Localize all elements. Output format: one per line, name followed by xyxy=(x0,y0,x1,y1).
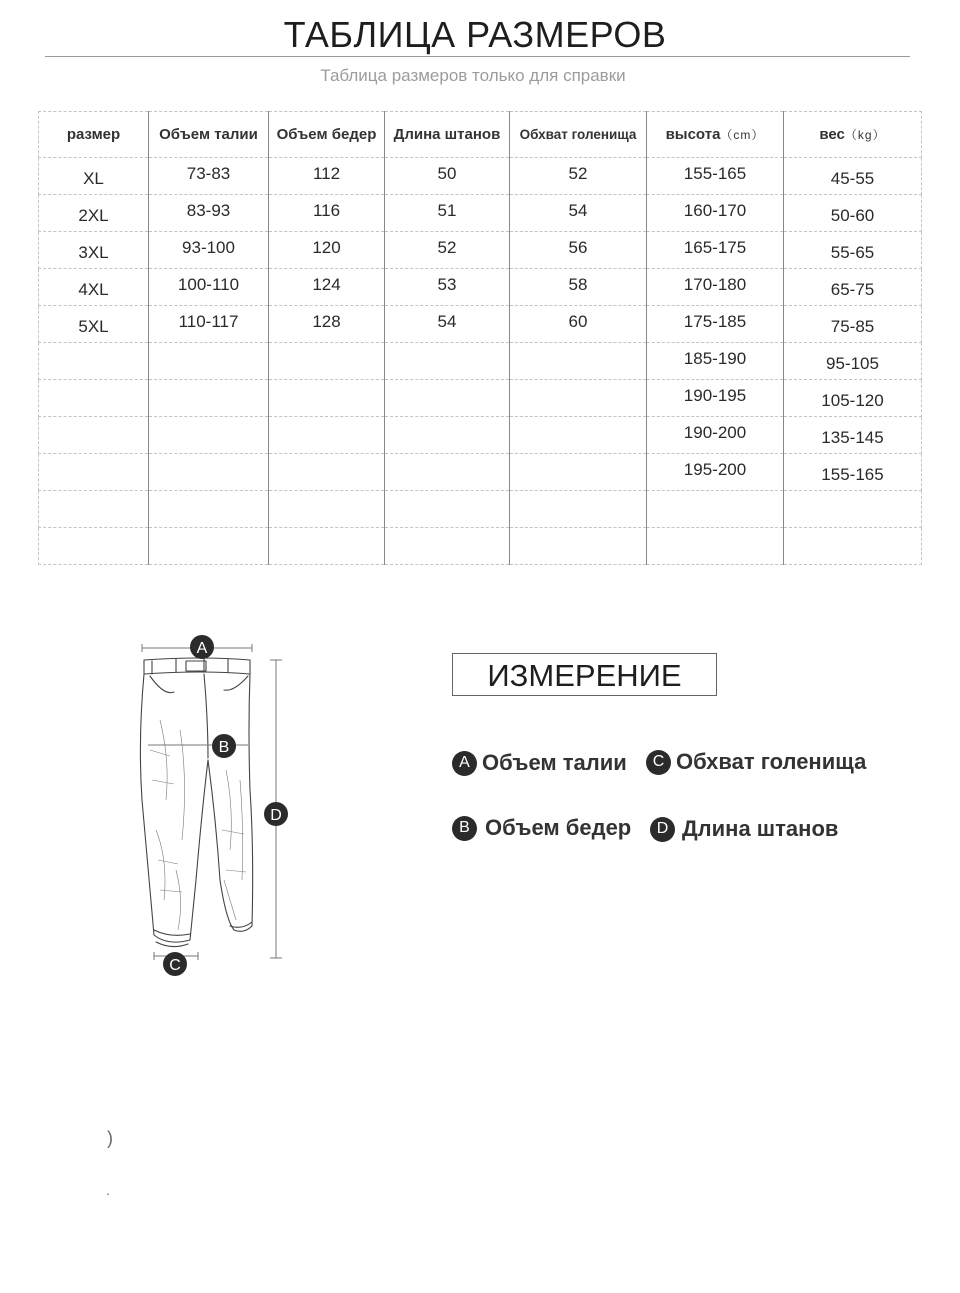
header-label: Объем талии xyxy=(159,126,258,143)
table-cell xyxy=(39,417,149,454)
table-cell xyxy=(149,454,269,491)
legend-label: Обхват голенища xyxy=(676,749,867,774)
table-row xyxy=(39,491,922,528)
table-cell: 112 xyxy=(269,158,385,195)
letter-d-icon: D xyxy=(650,817,675,842)
header-label: Обхват голенища xyxy=(519,127,637,142)
marker-a-letter: A xyxy=(196,640,208,657)
table-cell xyxy=(510,417,647,454)
legend-item-waist xyxy=(452,748,627,778)
header-weight xyxy=(784,112,922,158)
table-cell: 54 xyxy=(385,306,510,343)
table-cell: 83-93 xyxy=(149,195,269,232)
table-row xyxy=(39,232,922,269)
table-cell xyxy=(149,380,269,417)
table-cell: 120 xyxy=(269,232,385,269)
table-row xyxy=(39,343,922,380)
table-cell: 3XL xyxy=(39,232,149,269)
table-row xyxy=(39,195,922,232)
table-cell xyxy=(269,417,385,454)
legend-label: Объем бедер xyxy=(485,815,632,840)
table-cell: 50-60 xyxy=(784,195,922,232)
table-cell xyxy=(647,528,784,565)
table-cell xyxy=(385,454,510,491)
table-cell xyxy=(385,491,510,528)
table-cell: 135-145 xyxy=(784,417,922,454)
table-cell xyxy=(269,528,385,565)
letter-a-icon: A xyxy=(452,751,477,776)
table-cell: 155-165 xyxy=(784,454,922,491)
marker-c-icon xyxy=(163,952,187,976)
page-title: ТАБЛИЦА РАЗМЕРОВ xyxy=(283,14,667,55)
table-cell xyxy=(149,417,269,454)
pants-diagram xyxy=(130,630,300,980)
table-cell xyxy=(39,528,149,565)
table-cell: 54 xyxy=(510,195,647,232)
table-cell: 116 xyxy=(269,195,385,232)
table-cell: 93-100 xyxy=(149,232,269,269)
table-row xyxy=(39,306,922,343)
table-cell: 55-65 xyxy=(784,232,922,269)
legend-label: Длина штанов xyxy=(682,816,839,841)
table-cell: 160-170 xyxy=(647,195,784,232)
table-cell xyxy=(647,491,784,528)
letter-c-icon: C xyxy=(646,750,671,775)
marker-d-letter: D xyxy=(270,807,282,824)
table-cell: 128 xyxy=(269,306,385,343)
size-chart-table xyxy=(38,111,922,565)
table-cell: 175-185 xyxy=(647,306,784,343)
stray-mark: ) xyxy=(107,1128,113,1148)
table-cell: 165-175 xyxy=(647,232,784,269)
table-cell xyxy=(149,343,269,380)
table-cell: 45-55 xyxy=(784,158,922,195)
table-cell: 52 xyxy=(510,158,647,195)
header-calf xyxy=(510,112,647,158)
table-cell: 105-120 xyxy=(784,380,922,417)
table-cell: 58 xyxy=(510,269,647,306)
table-row xyxy=(39,454,922,491)
letter-b-icon: B xyxy=(452,816,477,841)
table-cell: 51 xyxy=(385,195,510,232)
legend-item-hips xyxy=(452,813,631,843)
table-cell xyxy=(510,491,647,528)
table-cell: 2XL xyxy=(39,195,149,232)
table-cell xyxy=(510,454,647,491)
marker-b-icon xyxy=(212,734,236,758)
table-cell xyxy=(510,343,647,380)
header-waist xyxy=(149,112,269,158)
table-cell: 52 xyxy=(385,232,510,269)
table-cell: 195-200 xyxy=(647,454,784,491)
table-cell: 170-180 xyxy=(647,269,784,306)
table-cell xyxy=(784,491,922,528)
marker-b-letter: B xyxy=(218,739,230,756)
table-cell: 73-83 xyxy=(149,158,269,195)
page-subtitle: Таблица размеров только для справки xyxy=(320,66,626,85)
header-label: Длина штанов xyxy=(393,126,501,143)
stray-mark: . xyxy=(106,1182,110,1198)
legend-label: Объем талии xyxy=(482,750,627,775)
header-label: Объем бедер xyxy=(276,126,377,143)
table-header-row xyxy=(39,112,922,158)
table-cell xyxy=(385,417,510,454)
legend-item-length xyxy=(650,814,838,844)
table-row xyxy=(39,417,922,454)
marker-a-icon xyxy=(190,635,214,659)
table-row xyxy=(39,269,922,306)
table-cell xyxy=(39,380,149,417)
table-cell xyxy=(510,528,647,565)
header-length xyxy=(385,112,510,158)
table-cell xyxy=(39,491,149,528)
header-hips xyxy=(269,112,385,158)
table-cell: 185-190 xyxy=(647,343,784,380)
table-cell xyxy=(385,343,510,380)
header-unit: （cm） xyxy=(720,128,765,142)
table-cell: 5XL xyxy=(39,306,149,343)
table-cell: 65-75 xyxy=(784,269,922,306)
table-cell: 60 xyxy=(510,306,647,343)
table-cell xyxy=(784,528,922,565)
table-cell xyxy=(269,491,385,528)
table-cell: 190-195 xyxy=(647,380,784,417)
table-row xyxy=(39,380,922,417)
table-cell: 53 xyxy=(385,269,510,306)
table-cell xyxy=(149,528,269,565)
table-cell xyxy=(39,343,149,380)
table-cell xyxy=(385,528,510,565)
table-cell xyxy=(269,380,385,417)
table-cell xyxy=(269,454,385,491)
header-label: вес xyxy=(819,126,845,143)
table-cell: 155-165 xyxy=(647,158,784,195)
table-cell: 56 xyxy=(510,232,647,269)
header-size xyxy=(39,112,149,158)
table-cell: 110-117 xyxy=(149,306,269,343)
table-row xyxy=(39,528,922,565)
table-cell xyxy=(385,380,510,417)
legend-item-calf xyxy=(646,747,866,777)
table-cell: 190-200 xyxy=(647,417,784,454)
header-height xyxy=(647,112,784,158)
table-cell xyxy=(149,491,269,528)
table-cell xyxy=(39,454,149,491)
marker-d-icon xyxy=(264,802,288,826)
table-cell xyxy=(510,380,647,417)
table-cell: 50 xyxy=(385,158,510,195)
table-cell xyxy=(269,343,385,380)
header-label: размер xyxy=(66,126,121,143)
marker-c-letter: C xyxy=(169,957,181,974)
measurement-title: ИЗМЕРЕНИЕ xyxy=(452,653,717,696)
table-cell: 124 xyxy=(269,269,385,306)
header-unit: （kg） xyxy=(844,128,886,142)
table-cell: XL xyxy=(39,158,149,195)
table-cell: 95-105 xyxy=(784,343,922,380)
table-cell: 100-110 xyxy=(149,269,269,306)
table-cell: 4XL xyxy=(39,269,149,306)
title-divider xyxy=(45,56,910,57)
header-label: высота xyxy=(665,126,721,143)
table-row xyxy=(39,158,922,195)
table-cell: 75-85 xyxy=(784,306,922,343)
